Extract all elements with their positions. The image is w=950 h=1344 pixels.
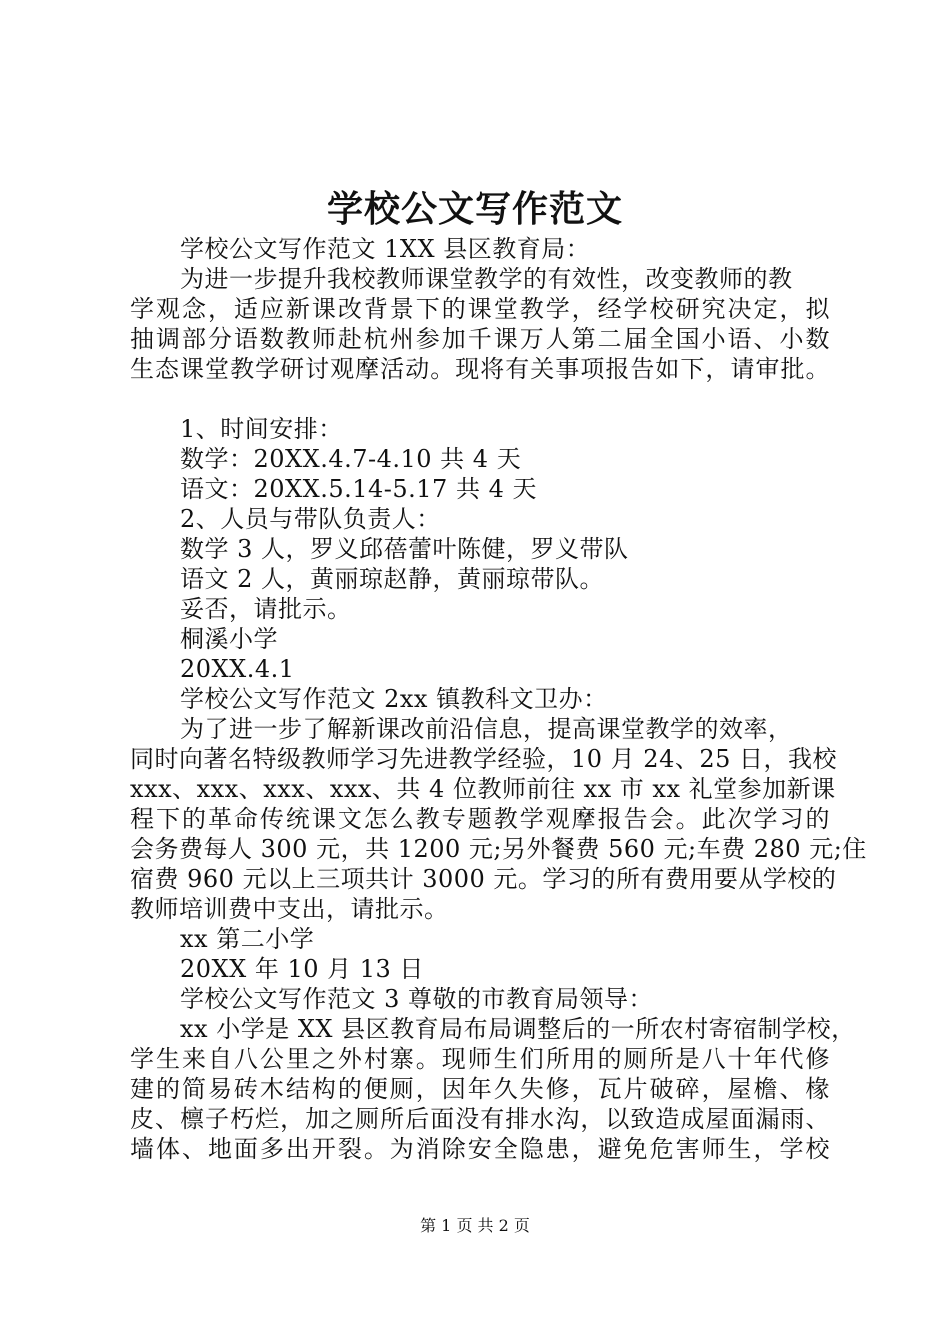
- text-line: 会务费每人 300 元，共 1200 元;另外餐费 560 元;车费 280 元;住: [130, 835, 867, 863]
- text-line: 语文：20XX.5.14-5.17 共 4 天: [180, 475, 537, 503]
- text-line: 20XX.4.1: [180, 655, 295, 683]
- text-line: 建的简易砖木结构的便厕，因年久失修，瓦片破碎，屋檐、椽: [130, 1075, 830, 1103]
- text-line: 数学：20XX.4.7-4.10 共 4 天: [180, 445, 522, 473]
- paragraph-gap: [130, 384, 830, 414]
- text-line: 2、人员与带队负责人：: [180, 505, 441, 533]
- text-line: 为进一步提升我校教师课堂教学的有效性，改变教师的教: [180, 265, 793, 293]
- text-line: 程下的革命传统课文怎么教专题教学观摩报告会。此次学习的: [130, 805, 830, 833]
- text-line: 数学 3 人，罗义邱蓓蕾叶陈健，罗义带队: [180, 535, 629, 563]
- text-line: 教师培训费中支出，请批示。: [130, 895, 449, 923]
- text-line: 皮、檩子朽烂，加之厕所后面没有排水沟，以致造成屋面漏雨、: [130, 1105, 830, 1133]
- text-line: 学生来自八公里之外村寨。现师生们所用的厕所是八十年代修: [130, 1045, 830, 1073]
- text-line: 学观念，适应新课改背景下的课堂教学，经学校研究决定，拟: [130, 295, 830, 323]
- page-footer: 第 1 页 共 2 页: [420, 1216, 530, 1235]
- text-line: xx 小学是 XX 县区教育局布局调整后的一所农村寄宿制学校，: [180, 1015, 856, 1043]
- text-line: 墙体、地面多出开裂。为消除安全隐患，避免危害师生，学校: [130, 1135, 830, 1163]
- document-title: 学校公文写作范文: [326, 188, 623, 230]
- text-line: 妥否，请批示。: [180, 595, 352, 623]
- text-line: 宿费 960 元以上三项共计 3000 元。学习的所有费用要从学校的: [130, 865, 837, 893]
- text-line: 生态课堂教学研讨观摩活动。现将有关事项报告如下，请审批。: [130, 355, 830, 383]
- text-line: 学校公文写作范文 3 尊敬的市教育局领导：: [180, 985, 654, 1013]
- text-line: 抽调部分语数教师赴杭州参加千课万人第二届全国小语、小数: [130, 325, 830, 353]
- document-body: [130, 234, 867, 1164]
- text-line: 语文 2 人，黄丽琼赵静，黄丽琼带队。: [180, 565, 605, 593]
- text-line: xxx、xxx、xxx、xxx、共 4 位教师前往 xx 市 xx 礼堂参加新课: [130, 775, 836, 803]
- text-line: 桐溪小学: [180, 625, 278, 653]
- text-line: 同时向著名特级教师学习先进教学经验，10 月 24、25 日，我校: [130, 745, 838, 773]
- text-line: 20XX 年 10 月 13 日: [180, 955, 424, 983]
- text-line: xx 第二小学: [180, 925, 315, 953]
- text-line: 学校公文写作范文 1XX 县区教育局：: [180, 235, 591, 263]
- text-line: 学校公文写作范文 2xx 镇教科文卫办：: [180, 685, 608, 713]
- text-line: 为了进一步了解新课改前沿信息，提高课堂教学的效率，: [180, 715, 793, 743]
- text-line: 1、时间安排：: [180, 415, 343, 443]
